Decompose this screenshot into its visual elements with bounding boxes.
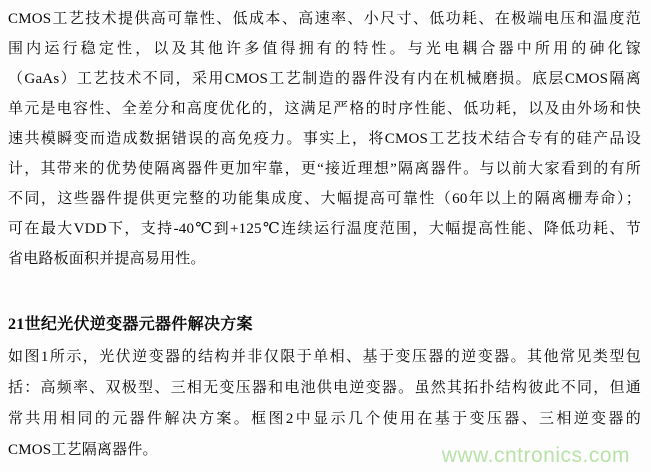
section-heading: 21世纪光伏逆变器元器件解决方案 — [8, 316, 253, 333]
text-line: 单元是电容性、全差分和高度优化的，这满足严格的时序性能、低功耗，以及由外场和快 — [8, 101, 641, 117]
text-line: 括：高频率、双极型、三相无变压器和电池供电逆变器。虽然其拓扑结构彼此不同，但通 — [8, 380, 641, 396]
text-line: 计，其带来的优势使隔离器件更加牢靠，更“接近理想”隔离器件。与以前大家看到的有所 — [8, 161, 641, 177]
text-line: CMOS工艺技术提供高可靠性、低成本、高速率、小尺寸、低功耗、在极端电压和温度范 — [8, 11, 641, 27]
text-line: （GaAs）工艺技术不同，采用CMOS工艺制造的器件没有内在机械磨损。底层CMOS隔离 — [8, 71, 641, 87]
text-line: 可在最大VDD下，支持-40℃到+125℃连续运行温度范围，大幅提高性能、降低功耗、节 — [8, 221, 641, 237]
text-line: 如图1所示，光伏逆变器的结构并非仅限于单相、基于变压器的逆变器。其他常见类型包 — [8, 349, 641, 365]
text-line: 速共模瞬变而造成数据错误的高免疫力。事实上，将CMOS工艺技术结合专有的硅产品设 — [8, 131, 641, 147]
paragraph-cmos-technology — [8, 4, 641, 274]
text-line: 省电路板面积并提高易用性。 — [8, 251, 206, 267]
watermark-cntronics: www.cntronics.com — [441, 444, 630, 467]
text-line: 常共用相同的元器件解决方案。框图2中显示几个使用在基于变压器、三相逆变器的 — [8, 411, 641, 427]
text-line: 围内运行稳定性，以及其他许多值得拥有的特性。与光电耦合器中所用的砷化镓 — [8, 41, 641, 57]
text-line: CMOS工艺隔离器件。 — [8, 442, 158, 458]
text-line: 不同，这些器件提供更完整的功能集成度、大幅提高可靠性（60年以上的隔离栅寿命）； — [8, 191, 641, 207]
